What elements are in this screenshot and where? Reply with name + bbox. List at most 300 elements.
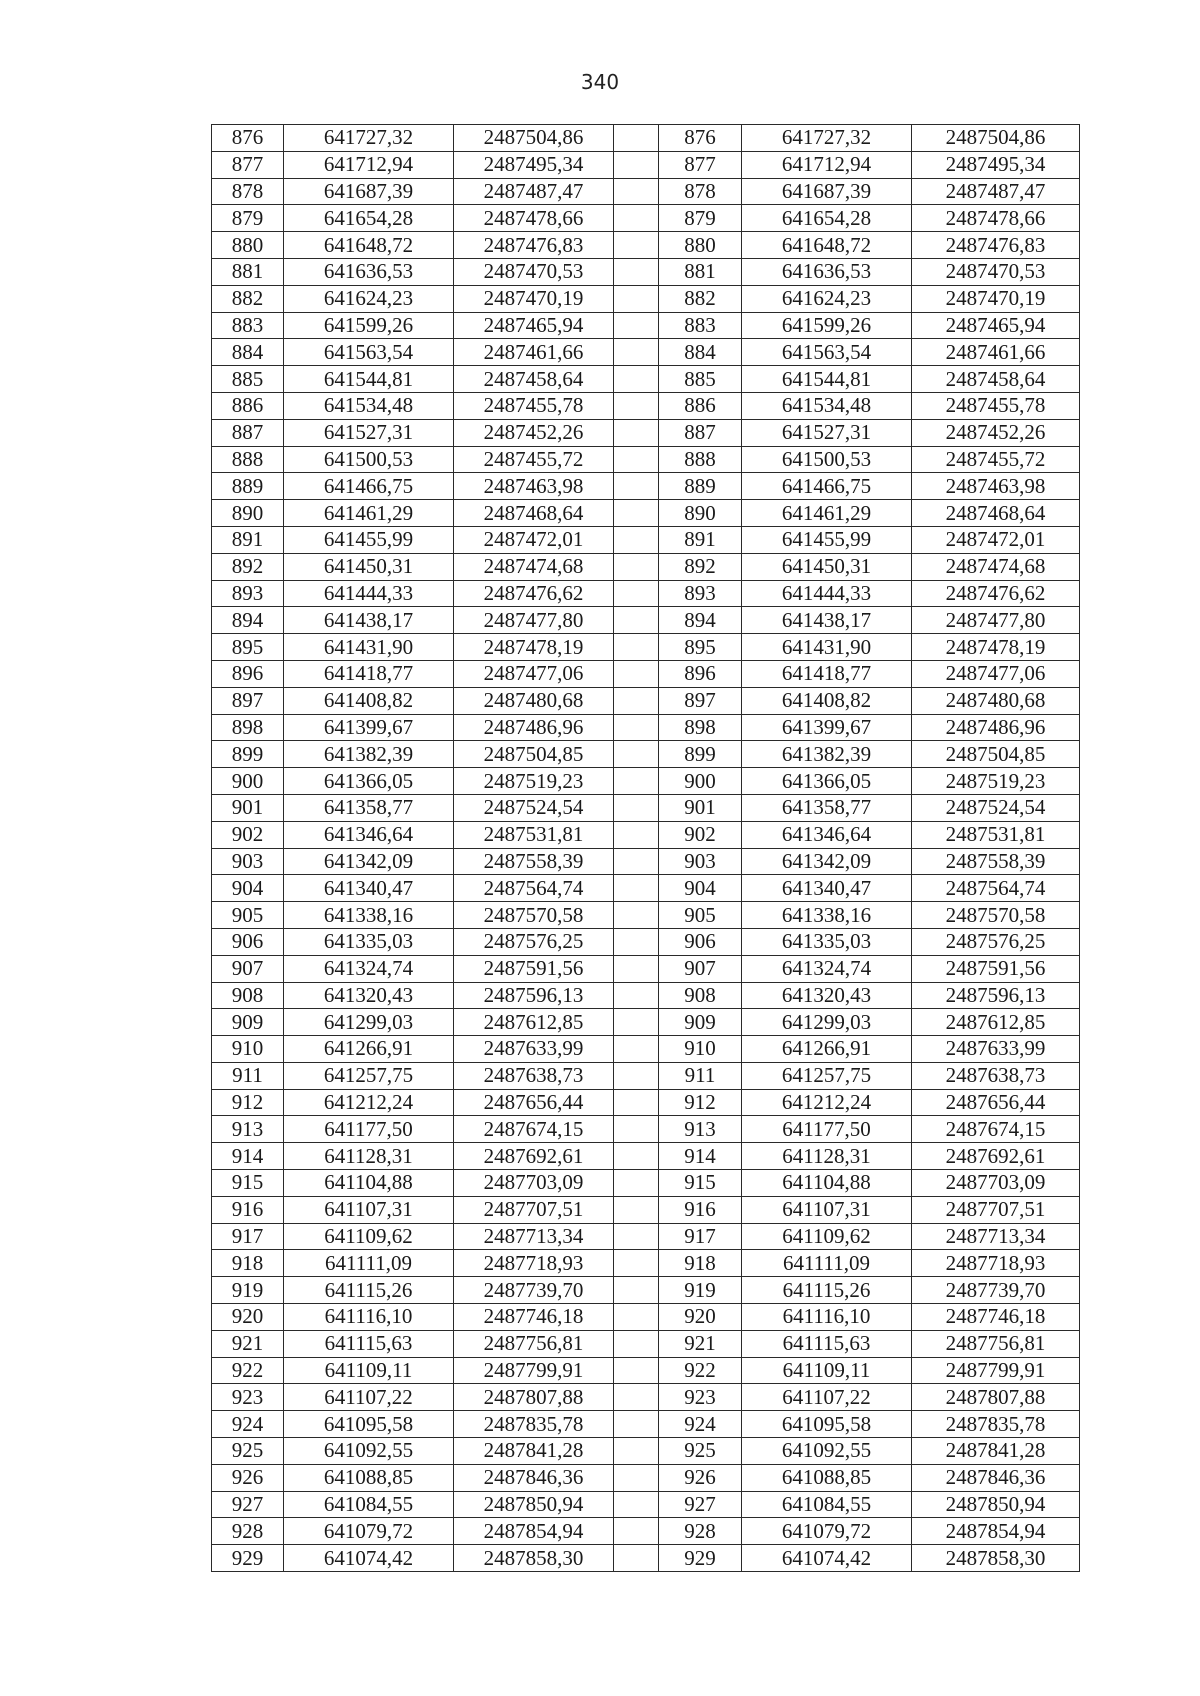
empty-cell xyxy=(614,714,659,741)
table-row xyxy=(212,1036,1080,1063)
y-coordinate-cell: 2487519,23 xyxy=(912,768,1080,795)
point-number-cell: 909 xyxy=(659,1009,742,1036)
table-row xyxy=(212,366,1080,393)
point-number-cell: 910 xyxy=(659,1036,742,1063)
x-coordinate-cell: 641534,48 xyxy=(742,392,912,419)
point-number-cell: 892 xyxy=(212,553,284,580)
x-coordinate-cell: 641382,39 xyxy=(742,741,912,768)
x-coordinate-cell: 641636,53 xyxy=(742,258,912,285)
x-coordinate-cell: 641266,91 xyxy=(742,1036,912,1063)
x-coordinate-cell: 641563,54 xyxy=(284,339,454,366)
y-coordinate-cell: 2487465,94 xyxy=(912,312,1080,339)
point-number-cell: 903 xyxy=(659,848,742,875)
point-number-cell: 903 xyxy=(212,848,284,875)
point-number-cell: 901 xyxy=(212,794,284,821)
table-row xyxy=(212,1143,1080,1170)
x-coordinate-cell: 641544,81 xyxy=(742,366,912,393)
empty-cell xyxy=(614,1438,659,1465)
y-coordinate-cell: 2487591,56 xyxy=(454,955,614,982)
y-coordinate-cell: 2487524,54 xyxy=(454,794,614,821)
point-number-cell: 923 xyxy=(212,1384,284,1411)
y-coordinate-cell: 2487841,28 xyxy=(912,1438,1080,1465)
point-number-cell: 910 xyxy=(212,1036,284,1063)
empty-cell xyxy=(614,1545,659,1572)
point-number-cell: 899 xyxy=(212,741,284,768)
x-coordinate-cell: 641338,16 xyxy=(284,902,454,929)
y-coordinate-cell: 2487476,83 xyxy=(454,232,614,259)
point-number-cell: 889 xyxy=(659,473,742,500)
point-number-cell: 902 xyxy=(212,821,284,848)
x-coordinate-cell: 641382,39 xyxy=(284,741,454,768)
empty-cell xyxy=(614,955,659,982)
x-coordinate-cell: 641438,17 xyxy=(742,607,912,634)
empty-cell xyxy=(614,848,659,875)
y-coordinate-cell: 2487674,15 xyxy=(912,1116,1080,1143)
x-coordinate-cell: 641727,32 xyxy=(284,125,454,152)
point-number-cell: 911 xyxy=(212,1062,284,1089)
y-coordinate-cell: 2487455,72 xyxy=(454,446,614,473)
y-coordinate-cell: 2487739,70 xyxy=(912,1277,1080,1304)
point-number-cell: 925 xyxy=(212,1438,284,1465)
y-coordinate-cell: 2487470,53 xyxy=(454,258,614,285)
point-number-cell: 877 xyxy=(212,151,284,178)
y-coordinate-cell: 2487633,99 xyxy=(454,1036,614,1063)
y-coordinate-cell: 2487477,06 xyxy=(912,660,1080,687)
x-coordinate-cell: 641450,31 xyxy=(284,553,454,580)
point-number-cell: 900 xyxy=(659,768,742,795)
table-row xyxy=(212,473,1080,500)
point-number-cell: 915 xyxy=(659,1170,742,1197)
x-coordinate-cell: 641107,31 xyxy=(742,1196,912,1223)
y-coordinate-cell: 2487465,94 xyxy=(454,312,614,339)
point-number-cell: 886 xyxy=(212,392,284,419)
point-number-cell: 920 xyxy=(212,1304,284,1331)
x-coordinate-cell: 641074,42 xyxy=(742,1545,912,1572)
empty-cell xyxy=(614,1250,659,1277)
x-coordinate-cell: 641104,88 xyxy=(284,1170,454,1197)
table-row xyxy=(212,634,1080,661)
table-row xyxy=(212,1196,1080,1223)
x-coordinate-cell: 641095,58 xyxy=(284,1411,454,1438)
point-number-cell: 919 xyxy=(659,1277,742,1304)
y-coordinate-cell: 2487468,64 xyxy=(912,500,1080,527)
point-number-cell: 912 xyxy=(212,1089,284,1116)
empty-cell xyxy=(614,205,659,232)
x-coordinate-cell: 641346,64 xyxy=(284,821,454,848)
table-row xyxy=(212,392,1080,419)
x-coordinate-cell: 641431,90 xyxy=(284,634,454,661)
y-coordinate-cell: 2487756,81 xyxy=(912,1330,1080,1357)
y-coordinate-cell: 2487461,66 xyxy=(912,339,1080,366)
y-coordinate-cell: 2487558,39 xyxy=(912,848,1080,875)
y-coordinate-cell: 2487468,64 xyxy=(454,500,614,527)
point-number-cell: 881 xyxy=(659,258,742,285)
point-number-cell: 886 xyxy=(659,392,742,419)
point-number-cell: 925 xyxy=(659,1438,742,1465)
y-coordinate-cell: 2487486,96 xyxy=(912,714,1080,741)
table-row xyxy=(212,768,1080,795)
x-coordinate-cell: 641399,67 xyxy=(284,714,454,741)
point-number-cell: 878 xyxy=(212,178,284,205)
point-number-cell: 882 xyxy=(659,285,742,312)
table-row xyxy=(212,1411,1080,1438)
point-number-cell: 883 xyxy=(659,312,742,339)
x-coordinate-cell: 641115,26 xyxy=(284,1277,454,1304)
point-number-cell: 909 xyxy=(212,1009,284,1036)
point-number-cell: 902 xyxy=(659,821,742,848)
table-row xyxy=(212,1491,1080,1518)
y-coordinate-cell: 2487495,34 xyxy=(912,151,1080,178)
point-number-cell: 908 xyxy=(212,982,284,1009)
point-number-cell: 923 xyxy=(659,1384,742,1411)
x-coordinate-cell: 641366,05 xyxy=(742,768,912,795)
y-coordinate-cell: 2487472,01 xyxy=(912,526,1080,553)
point-number-cell: 926 xyxy=(212,1464,284,1491)
empty-cell xyxy=(614,500,659,527)
x-coordinate-cell: 641342,09 xyxy=(284,848,454,875)
empty-cell xyxy=(614,258,659,285)
y-coordinate-cell: 2487558,39 xyxy=(454,848,614,875)
x-coordinate-cell: 641712,94 xyxy=(284,151,454,178)
table-row xyxy=(212,1464,1080,1491)
x-coordinate-cell: 641320,43 xyxy=(742,982,912,1009)
table-row xyxy=(212,1518,1080,1545)
x-coordinate-cell: 641599,26 xyxy=(284,312,454,339)
x-coordinate-cell: 641527,31 xyxy=(284,419,454,446)
x-coordinate-cell: 641128,31 xyxy=(284,1143,454,1170)
y-coordinate-cell: 2487850,94 xyxy=(912,1491,1080,1518)
table-row xyxy=(212,1304,1080,1331)
point-number-cell: 878 xyxy=(659,178,742,205)
y-coordinate-cell: 2487638,73 xyxy=(912,1062,1080,1089)
empty-cell xyxy=(614,1036,659,1063)
point-number-cell: 929 xyxy=(212,1545,284,1572)
table-row xyxy=(212,848,1080,875)
point-number-cell: 881 xyxy=(212,258,284,285)
y-coordinate-cell: 2487478,19 xyxy=(912,634,1080,661)
empty-cell xyxy=(614,419,659,446)
x-coordinate-cell: 641444,33 xyxy=(742,580,912,607)
table-row xyxy=(212,1250,1080,1277)
y-coordinate-cell: 2487478,66 xyxy=(454,205,614,232)
y-coordinate-cell: 2487470,53 xyxy=(912,258,1080,285)
x-coordinate-cell: 641115,63 xyxy=(284,1330,454,1357)
x-coordinate-cell: 641599,26 xyxy=(742,312,912,339)
y-coordinate-cell: 2487455,78 xyxy=(454,392,614,419)
empty-cell xyxy=(614,1089,659,1116)
empty-cell xyxy=(614,339,659,366)
empty-cell xyxy=(614,151,659,178)
empty-cell xyxy=(614,982,659,1009)
coordinates-table xyxy=(211,124,1080,1572)
empty-cell xyxy=(614,1062,659,1089)
x-coordinate-cell: 641107,22 xyxy=(284,1384,454,1411)
x-coordinate-cell: 641257,75 xyxy=(742,1062,912,1089)
y-coordinate-cell: 2487480,68 xyxy=(454,687,614,714)
coordinates-table-body xyxy=(212,125,1080,1572)
x-coordinate-cell: 641624,23 xyxy=(284,285,454,312)
y-coordinate-cell: 2487713,34 xyxy=(912,1223,1080,1250)
point-number-cell: 914 xyxy=(212,1143,284,1170)
point-number-cell: 921 xyxy=(212,1330,284,1357)
x-coordinate-cell: 641111,09 xyxy=(284,1250,454,1277)
x-coordinate-cell: 641408,82 xyxy=(284,687,454,714)
table-row xyxy=(212,232,1080,259)
table-row xyxy=(212,500,1080,527)
x-coordinate-cell: 641340,47 xyxy=(284,875,454,902)
point-number-cell: 885 xyxy=(659,366,742,393)
x-coordinate-cell: 641455,99 xyxy=(742,526,912,553)
table-row xyxy=(212,125,1080,152)
point-number-cell: 879 xyxy=(659,205,742,232)
y-coordinate-cell: 2487713,34 xyxy=(454,1223,614,1250)
table-row xyxy=(212,258,1080,285)
x-coordinate-cell: 641116,10 xyxy=(284,1304,454,1331)
point-number-cell: 915 xyxy=(212,1170,284,1197)
point-number-cell: 894 xyxy=(212,607,284,634)
point-number-cell: 916 xyxy=(659,1196,742,1223)
point-number-cell: 924 xyxy=(212,1411,284,1438)
y-coordinate-cell: 2487739,70 xyxy=(454,1277,614,1304)
point-number-cell: 895 xyxy=(659,634,742,661)
y-coordinate-cell: 2487850,94 xyxy=(454,1491,614,1518)
x-coordinate-cell: 641095,58 xyxy=(742,1411,912,1438)
point-number-cell: 895 xyxy=(212,634,284,661)
point-number-cell: 891 xyxy=(212,526,284,553)
point-number-cell: 879 xyxy=(212,205,284,232)
x-coordinate-cell: 641092,55 xyxy=(742,1438,912,1465)
empty-cell xyxy=(614,1491,659,1518)
y-coordinate-cell: 2487703,09 xyxy=(912,1170,1080,1197)
point-number-cell: 898 xyxy=(659,714,742,741)
point-number-cell: 885 xyxy=(212,366,284,393)
empty-cell xyxy=(614,1143,659,1170)
x-coordinate-cell: 641438,17 xyxy=(284,607,454,634)
x-coordinate-cell: 641212,24 xyxy=(742,1089,912,1116)
table-row xyxy=(212,1545,1080,1572)
x-coordinate-cell: 641461,29 xyxy=(742,500,912,527)
x-coordinate-cell: 641324,74 xyxy=(284,955,454,982)
table-row xyxy=(212,955,1080,982)
y-coordinate-cell: 2487476,62 xyxy=(912,580,1080,607)
x-coordinate-cell: 641636,53 xyxy=(284,258,454,285)
y-coordinate-cell: 2487452,26 xyxy=(454,419,614,446)
y-coordinate-cell: 2487458,64 xyxy=(912,366,1080,393)
empty-cell xyxy=(614,660,659,687)
y-coordinate-cell: 2487858,30 xyxy=(454,1545,614,1572)
x-coordinate-cell: 641088,85 xyxy=(284,1464,454,1491)
empty-cell xyxy=(614,1009,659,1036)
y-coordinate-cell: 2487674,15 xyxy=(454,1116,614,1143)
point-number-cell: 898 xyxy=(212,714,284,741)
x-coordinate-cell: 641088,85 xyxy=(742,1464,912,1491)
point-number-cell: 924 xyxy=(659,1411,742,1438)
x-coordinate-cell: 641212,24 xyxy=(284,1089,454,1116)
point-number-cell: 880 xyxy=(659,232,742,259)
empty-cell xyxy=(614,1411,659,1438)
x-coordinate-cell: 641712,94 xyxy=(742,151,912,178)
point-number-cell: 889 xyxy=(212,473,284,500)
empty-cell xyxy=(614,1304,659,1331)
x-coordinate-cell: 641107,22 xyxy=(742,1384,912,1411)
x-coordinate-cell: 641563,54 xyxy=(742,339,912,366)
point-number-cell: 928 xyxy=(659,1518,742,1545)
y-coordinate-cell: 2487707,51 xyxy=(454,1196,614,1223)
y-coordinate-cell: 2487638,73 xyxy=(454,1062,614,1089)
point-number-cell: 912 xyxy=(659,1089,742,1116)
empty-cell xyxy=(614,232,659,259)
x-coordinate-cell: 641079,72 xyxy=(742,1518,912,1545)
y-coordinate-cell: 2487564,74 xyxy=(912,875,1080,902)
y-coordinate-cell: 2487474,68 xyxy=(912,553,1080,580)
x-coordinate-cell: 641455,99 xyxy=(284,526,454,553)
y-coordinate-cell: 2487703,09 xyxy=(454,1170,614,1197)
y-coordinate-cell: 2487835,78 xyxy=(912,1411,1080,1438)
point-number-cell: 905 xyxy=(212,902,284,929)
x-coordinate-cell: 641335,03 xyxy=(742,928,912,955)
x-coordinate-cell: 641342,09 xyxy=(742,848,912,875)
table-row xyxy=(212,526,1080,553)
y-coordinate-cell: 2487576,25 xyxy=(912,928,1080,955)
empty-cell xyxy=(614,794,659,821)
table-row xyxy=(212,178,1080,205)
y-coordinate-cell: 2487841,28 xyxy=(454,1438,614,1465)
x-coordinate-cell: 641418,77 xyxy=(742,660,912,687)
point-number-cell: 916 xyxy=(212,1196,284,1223)
y-coordinate-cell: 2487692,61 xyxy=(912,1143,1080,1170)
y-coordinate-cell: 2487531,81 xyxy=(454,821,614,848)
y-coordinate-cell: 2487495,34 xyxy=(454,151,614,178)
empty-cell xyxy=(614,875,659,902)
y-coordinate-cell: 2487807,88 xyxy=(912,1384,1080,1411)
y-coordinate-cell: 2487477,80 xyxy=(454,607,614,634)
point-number-cell: 926 xyxy=(659,1464,742,1491)
empty-cell xyxy=(614,1170,659,1197)
point-number-cell: 917 xyxy=(659,1223,742,1250)
y-coordinate-cell: 2487612,85 xyxy=(912,1009,1080,1036)
point-number-cell: 888 xyxy=(659,446,742,473)
y-coordinate-cell: 2487799,91 xyxy=(454,1357,614,1384)
table-row xyxy=(212,312,1080,339)
x-coordinate-cell: 641116,10 xyxy=(742,1304,912,1331)
empty-cell xyxy=(614,392,659,419)
point-number-cell: 877 xyxy=(659,151,742,178)
x-coordinate-cell: 641115,63 xyxy=(742,1330,912,1357)
y-coordinate-cell: 2487692,61 xyxy=(454,1143,614,1170)
y-coordinate-cell: 2487504,85 xyxy=(454,741,614,768)
y-coordinate-cell: 2487480,68 xyxy=(912,687,1080,714)
y-coordinate-cell: 2487718,93 xyxy=(912,1250,1080,1277)
x-coordinate-cell: 641534,48 xyxy=(284,392,454,419)
point-number-cell: 893 xyxy=(659,580,742,607)
table-row xyxy=(212,1330,1080,1357)
table-row xyxy=(212,607,1080,634)
point-number-cell: 876 xyxy=(212,125,284,152)
x-coordinate-cell: 641115,26 xyxy=(742,1277,912,1304)
empty-cell xyxy=(614,928,659,955)
empty-cell xyxy=(614,1223,659,1250)
empty-cell xyxy=(614,125,659,152)
point-number-cell: 883 xyxy=(212,312,284,339)
x-coordinate-cell: 641335,03 xyxy=(284,928,454,955)
point-number-cell: 919 xyxy=(212,1277,284,1304)
point-number-cell: 906 xyxy=(212,928,284,955)
y-coordinate-cell: 2487486,96 xyxy=(454,714,614,741)
y-coordinate-cell: 2487656,44 xyxy=(912,1089,1080,1116)
table-row xyxy=(212,1170,1080,1197)
y-coordinate-cell: 2487858,30 xyxy=(912,1545,1080,1572)
point-number-cell: 890 xyxy=(212,500,284,527)
point-number-cell: 900 xyxy=(212,768,284,795)
empty-cell xyxy=(614,366,659,393)
y-coordinate-cell: 2487452,26 xyxy=(912,419,1080,446)
y-coordinate-cell: 2487596,13 xyxy=(454,982,614,1009)
x-coordinate-cell: 641109,62 xyxy=(284,1223,454,1250)
point-number-cell: 907 xyxy=(659,955,742,982)
x-coordinate-cell: 641109,11 xyxy=(284,1357,454,1384)
x-coordinate-cell: 641079,72 xyxy=(284,1518,454,1545)
table-row xyxy=(212,982,1080,1009)
table-row xyxy=(212,339,1080,366)
y-coordinate-cell: 2487472,01 xyxy=(454,526,614,553)
empty-cell xyxy=(614,821,659,848)
point-number-cell: 918 xyxy=(659,1250,742,1277)
table-row xyxy=(212,928,1080,955)
empty-cell xyxy=(614,1464,659,1491)
point-number-cell: 892 xyxy=(659,553,742,580)
x-coordinate-cell: 641340,47 xyxy=(742,875,912,902)
x-coordinate-cell: 641399,67 xyxy=(742,714,912,741)
table-row xyxy=(212,660,1080,687)
table-row xyxy=(212,1009,1080,1036)
x-coordinate-cell: 641092,55 xyxy=(284,1438,454,1465)
point-number-cell: 896 xyxy=(212,660,284,687)
empty-cell xyxy=(614,1277,659,1304)
y-coordinate-cell: 2487854,94 xyxy=(454,1518,614,1545)
x-coordinate-cell: 641074,42 xyxy=(284,1545,454,1572)
y-coordinate-cell: 2487504,85 xyxy=(912,741,1080,768)
x-coordinate-cell: 641358,77 xyxy=(284,794,454,821)
y-coordinate-cell: 2487846,36 xyxy=(454,1464,614,1491)
table-row xyxy=(212,553,1080,580)
y-coordinate-cell: 2487504,86 xyxy=(912,125,1080,152)
point-number-cell: 918 xyxy=(212,1250,284,1277)
empty-cell xyxy=(614,178,659,205)
point-number-cell: 882 xyxy=(212,285,284,312)
y-coordinate-cell: 2487504,86 xyxy=(454,125,614,152)
x-coordinate-cell: 641084,55 xyxy=(742,1491,912,1518)
table-row xyxy=(212,1062,1080,1089)
y-coordinate-cell: 2487564,74 xyxy=(454,875,614,902)
point-number-cell: 913 xyxy=(659,1116,742,1143)
table-row xyxy=(212,446,1080,473)
y-coordinate-cell: 2487477,06 xyxy=(454,660,614,687)
x-coordinate-cell: 641527,31 xyxy=(742,419,912,446)
empty-cell xyxy=(614,1330,659,1357)
point-number-cell: 928 xyxy=(212,1518,284,1545)
x-coordinate-cell: 641466,75 xyxy=(742,473,912,500)
table-row xyxy=(212,714,1080,741)
y-coordinate-cell: 2487718,93 xyxy=(454,1250,614,1277)
point-number-cell: 884 xyxy=(212,339,284,366)
x-coordinate-cell: 641687,39 xyxy=(742,178,912,205)
y-coordinate-cell: 2487524,54 xyxy=(912,794,1080,821)
empty-cell xyxy=(614,553,659,580)
point-number-cell: 913 xyxy=(212,1116,284,1143)
point-number-cell: 908 xyxy=(659,982,742,1009)
x-coordinate-cell: 641727,32 xyxy=(742,125,912,152)
y-coordinate-cell: 2487656,44 xyxy=(454,1089,614,1116)
